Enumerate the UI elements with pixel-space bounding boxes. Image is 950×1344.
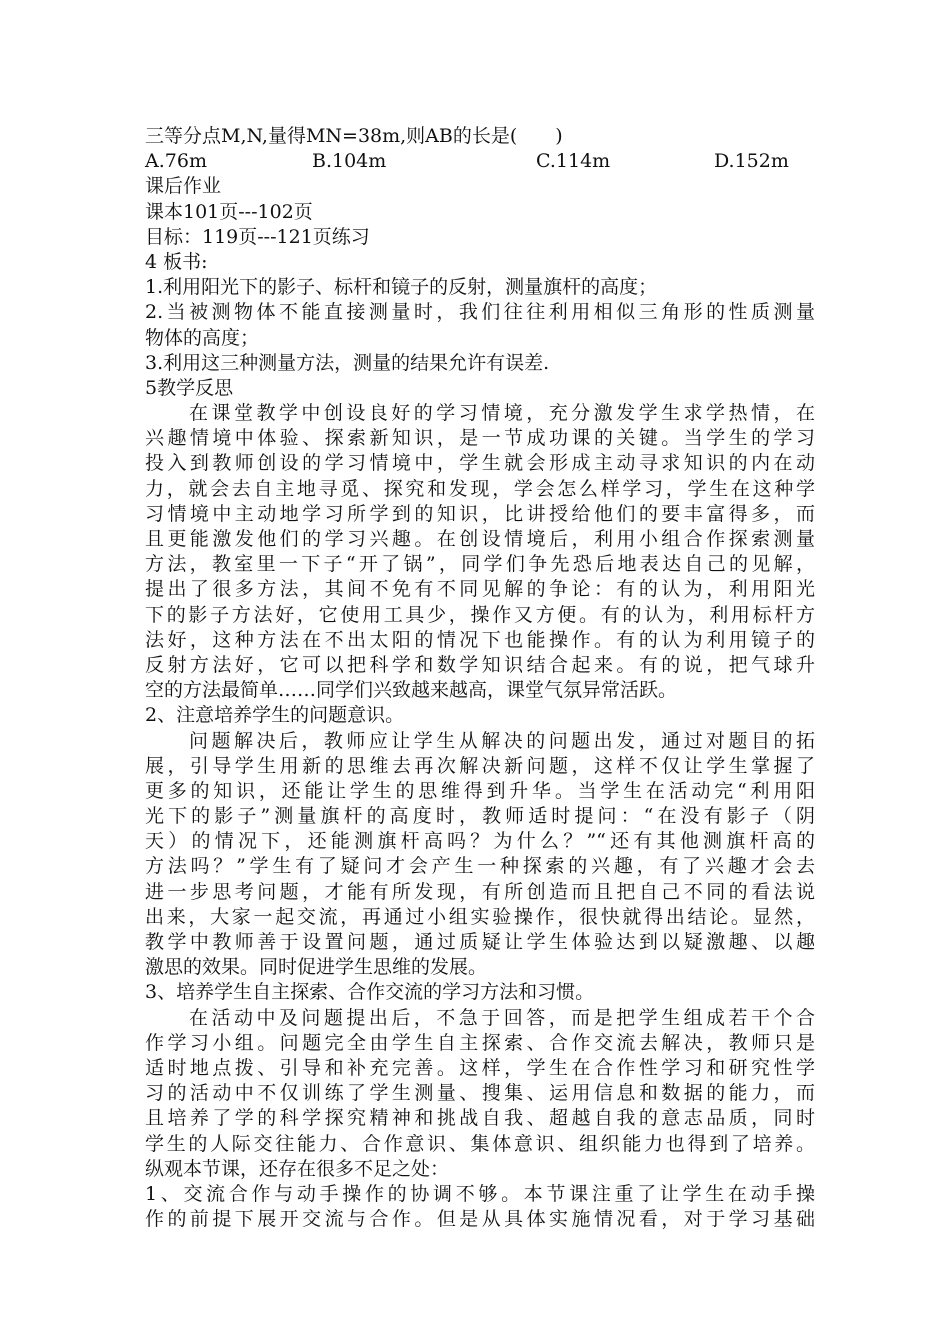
paragraph-line: 法好，这种方法在不出太阳的情况下也能操作。有的认为利用镜子的 bbox=[145, 628, 815, 651]
option-d: D.152m bbox=[714, 150, 789, 173]
option-b: B.104m bbox=[312, 150, 387, 173]
paragraph-line: 习的活动中不仅训练了学生测量、搜集、运用信息和数据的能力，而 bbox=[145, 1082, 815, 1105]
paragraph-line: 下的影子方法好，它使用工具少，操作又方便。有的认为，利用标杆方 bbox=[145, 603, 815, 626]
paragraph-line: 出来，大家一起交流，再通过小组实验操作，很快就得出结论。显然， bbox=[145, 905, 815, 928]
option-a: A.76m bbox=[145, 150, 207, 173]
question-stem: 三等分点M,N,量得MN=38m,则AB的长是( ) bbox=[145, 125, 563, 147]
paragraph-line: 习情境中主动地学习所学到的知识，比讲授给他们的要丰富得多，而 bbox=[145, 502, 815, 525]
section-heading: 2、注意培养学生的问题意识。 bbox=[145, 704, 405, 727]
homework-heading: 课后作业 bbox=[145, 175, 222, 198]
summary-line: 纵观本节课，还存在很多不足之处： bbox=[145, 1157, 450, 1180]
homework-target: 目标：119页---121页练习 bbox=[145, 225, 370, 248]
paragraph-line: 作的前提下展开交流与合作。但是从具体实施情况看，对于学习基础 bbox=[145, 1208, 815, 1231]
paragraph-line: 在活动中及问题提出后，不急于回答，而是把学生组成若干个合 bbox=[189, 1006, 815, 1029]
reflection-heading: 5教学反思 bbox=[145, 376, 234, 399]
section-heading: 1、交流合作与动手操作的协调不够。本节课注重了让学生在动手操 bbox=[145, 1182, 815, 1205]
question-options bbox=[145, 149, 815, 174]
paragraph-line: 学生的人际交往能力、合作意识、集体意识、组织能力也得到了培养。 bbox=[145, 1132, 815, 1155]
paragraph-line: 更多的知识，还能让学生的思维得到升华。当学生在活动完“利用阳 bbox=[145, 779, 815, 802]
paragraph-line: 空的方法最简单……同学们兴致越来越高，课堂气氛异常活跃。 bbox=[145, 679, 678, 702]
board-heading: 4 板书: bbox=[145, 250, 208, 273]
paragraph-line: 提出了很多方法，其间不免有不同见解的争论：有的认为，利用阳光 bbox=[145, 578, 815, 601]
paragraph-line: 兴趣情境中体验、探索新知识，是一节成功课的关键。当学生的学习 bbox=[145, 427, 815, 450]
paragraph-line: 作学习小组。问题完全由学生自主探索、合作交流去解决，教师只是 bbox=[145, 1031, 815, 1054]
option-c: C.114m bbox=[536, 150, 611, 173]
board-item: 3.利用这三种测量方法，测量的结果允许有误差. bbox=[145, 351, 550, 374]
paragraph-line: 展，引导学生用新的思维去再次解决新问题，这样不仅让学生掌握了 bbox=[145, 754, 815, 777]
section-heading: 3、培养学生自主探索、合作交流的学习方法和习惯。 bbox=[145, 981, 595, 1004]
paragraph-line: 力，就会去自主地寻觅、探究和发现，学会怎么样学习，学生在这种学 bbox=[145, 477, 815, 500]
paragraph-line: 教学中教师善于设置问题，通过质疑让学生体验达到以疑激趣、以趣 bbox=[145, 931, 815, 953]
board-item: 2.当被测物体不能直接测量时，我们往往利用相似三角形的性质测量 bbox=[145, 301, 815, 324]
board-item: 物体的高度； bbox=[145, 326, 260, 349]
homework-textbook: 课本101页---102页 bbox=[145, 200, 313, 223]
paragraph-line: 天）的情况下，还能测旗杆高吗？为什么？”“还有其他测旗杆高的 bbox=[145, 830, 815, 853]
paragraph-line: 在课堂教学中创设良好的学习情境，充分激发学生求学热情，在 bbox=[189, 402, 815, 425]
paragraph-line: 投入到教师创设的学习情境中，学生就会形成主动寻求知识的内在动 bbox=[145, 452, 815, 475]
paragraph-line: 且培养了学的科学探究精神和挑战自我、超越自我的意志品质，同时 bbox=[145, 1107, 815, 1130]
paragraph-line: 问题解决后，教师应让学生从解决的问题出发，通过对题目的拓 bbox=[189, 729, 815, 752]
paragraph-line: 激思的效果。同时促进学生思维的发展。 bbox=[145, 956, 488, 979]
paragraph-line: 方法吗？”学生有了疑问才会产生一种探索的兴趣，有了兴趣才会去 bbox=[145, 855, 815, 878]
board-item: 1.利用阳光下的影子、标杆和镜子的反射，测量旗杆的高度； bbox=[145, 276, 658, 299]
paragraph-line: 反射方法好，它可以把科学和数学知识结合起来。有的说，把气球升 bbox=[145, 653, 815, 676]
document-page bbox=[145, 124, 815, 1232]
paragraph-line: 方法，教室里一下子“开了锅”，同学们争先恐后地表达自己的见解， bbox=[145, 553, 815, 576]
paragraph-line: 光下的影子”测量旗杆的高度时，教师适时提问：“在没有影子（阴 bbox=[145, 805, 815, 828]
paragraph-line: 且更能激发他们的学习兴趣。在创设情境后，利用小组合作探索测量 bbox=[145, 528, 815, 550]
paragraph-line: 进一步思考问题，才能有所发现，有所创造而且把自己不同的看法说 bbox=[145, 880, 815, 903]
paragraph-line: 适时地点拨、引导和补充完善。这样，学生在合作性学习和研究性学 bbox=[145, 1056, 815, 1079]
